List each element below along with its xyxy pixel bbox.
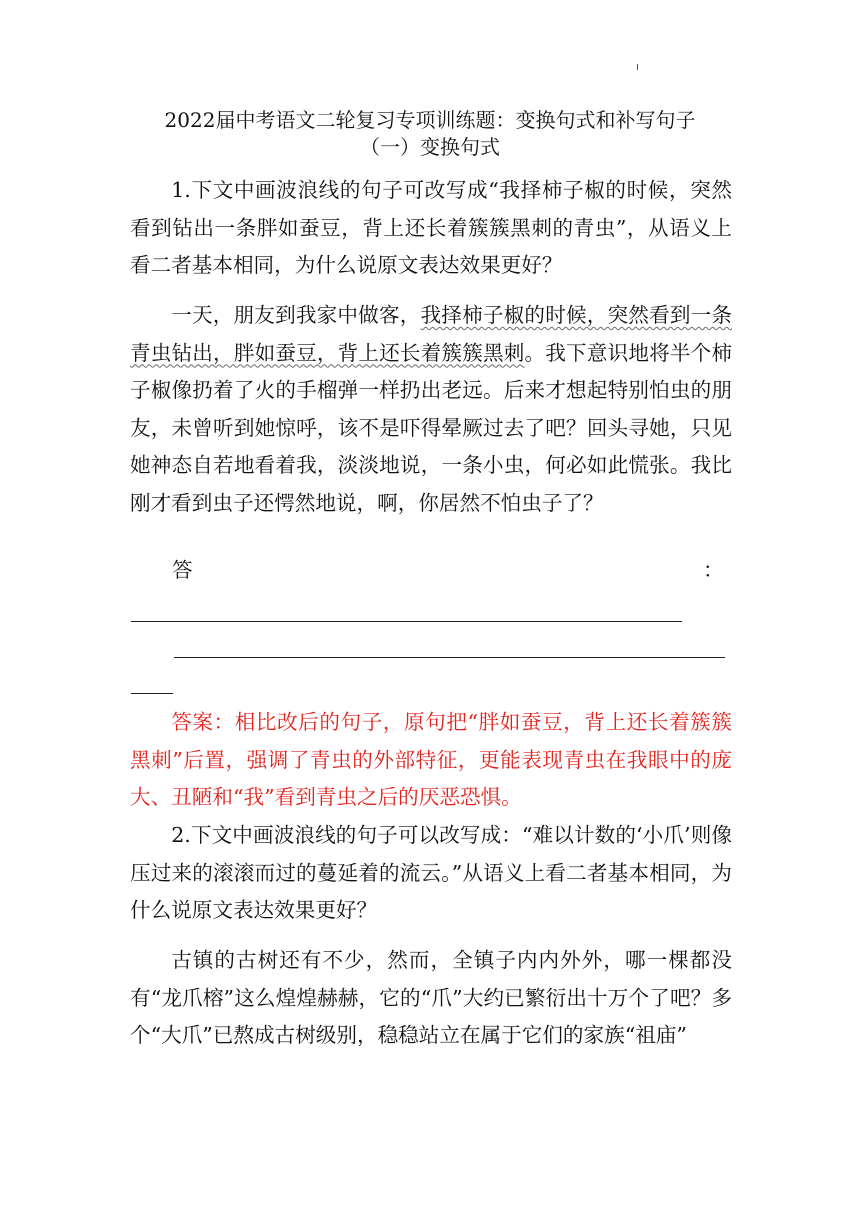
wavy-underlined-sentence: 我择柿子椒的时候，突然看到一条青虫钻出，胖如蚕豆，背上还长着簇簇黑刺 — [130, 303, 733, 365]
answer-blank-line-1 — [131, 621, 682, 622]
answer-label: 答 — [172, 558, 193, 582]
answer-blank-line-3 — [131, 693, 173, 694]
question-1-passage — [130, 297, 732, 522]
question-2-passage: 古镇的古树还有不少，然而，全镇子内内外外，哪一棵都没有“龙爪榕”这么煌煌赫赫，它的“爪”大约已繁衍出十万个了吧？多个“大爪”已熬成古树级别，稳稳站立在属于它们的家族“祖庙” — [130, 948, 732, 1047]
passage-1-lead: 一天，朋友到我家中做客， — [171, 303, 421, 327]
question-2-text: 2.下文中画波浪线的句子可以改写成：“难以计数的‘小爪’则像压过来的滚滚而过的蔓延着的流云。”从语义上看二者基本相同，为什么说原文表达效果更好？ — [130, 823, 732, 922]
document-title: 2022届中考语文二轮复习专项训练题：变换句式和补写句子 — [164, 108, 696, 132]
passage-1-rest: 。我下意识地将半个柿子椒像扔着了火的手榴弹一样扔出老远。后来才想起特别怕虫的朋友，未曾听到她惊呼，该不是吓得晕厥过去了吧？回头寻她，只见她神态自若地看着我，淡淡地说，一条小虫，何必如此慌张。我比刚才看到虫子还愕然地说，啊，你居然不怕虫子了？ — [130, 340, 733, 515]
answer-blank-line-2 — [174, 657, 725, 658]
answer-1-text: 答案：相比改后的句子，原句把“胖如蚕豆，背上还长着簇簇黑刺”后置，强调了青虫的外部特征，更能表现青虫在我眼中的庞大、丑陋和“我”看到青虫之后的厌恶恐惧。 — [130, 710, 732, 809]
question-1-text: 1.下文中画波浪线的句子可改写成“我择柿子椒的时候，突然看到钻出一条胖如蚕豆，背上还长着簇簇黑刺的青虫”，从语义上看二者基本相同，为什么说原文表达效果更好？ — [130, 178, 732, 277]
section-heading: （一）变换句式 — [360, 135, 500, 159]
answer-colon: ： — [703, 558, 724, 582]
page-mark — [637, 64, 638, 70]
